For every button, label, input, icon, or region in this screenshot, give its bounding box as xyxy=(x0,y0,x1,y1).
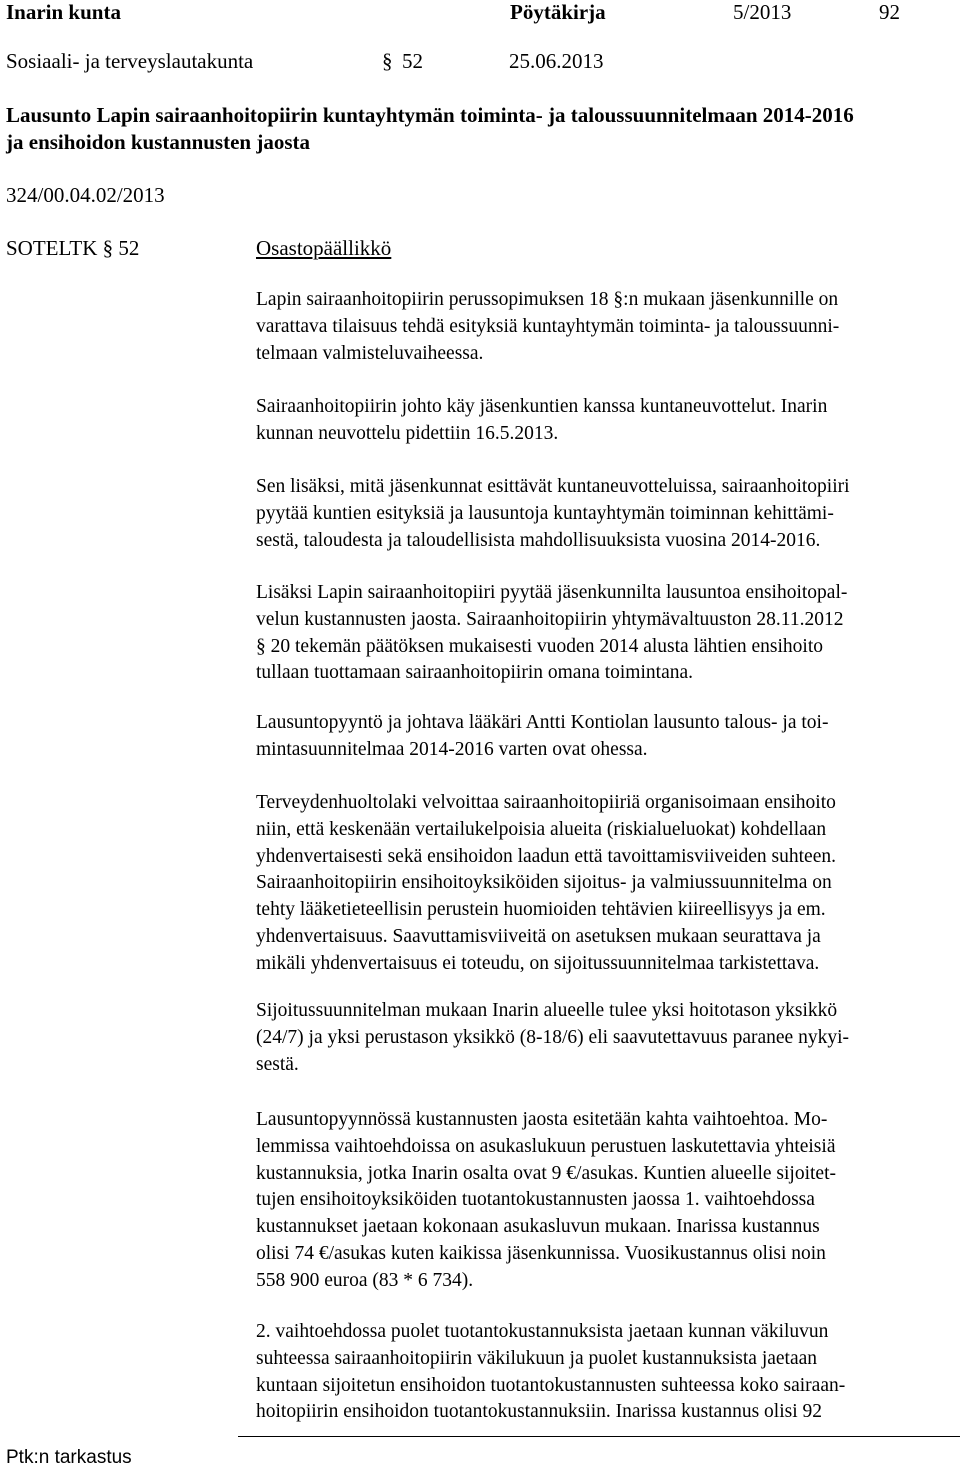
paragraph-line: § 20 tekemän päätöksen mukaisesti vuoden 2014 alusta lähtien ensihoito xyxy=(256,635,824,657)
paragraph-kuntaneuvottelut xyxy=(256,394,960,448)
paragraph-line: sestä, taloudesta ja taloudellisista mahdollisuuksista vuosina 2014-2016. xyxy=(256,529,821,551)
municipality-name: Inarin kunta xyxy=(6,0,121,24)
paragraph-line: Sairaanhoitopiirin ensihoitoyksiköiden sijoitus- ja valmiussuunnitelma on xyxy=(256,872,832,894)
paragraph-esitykset xyxy=(256,474,960,554)
paragraph-line: 2. vaihtoehdossa puolet tuotantokustannuksista jaetaan kunnan väkiluvun xyxy=(256,1321,829,1342)
footer-divider xyxy=(238,1436,960,1437)
paragraph-line: sestä. xyxy=(256,1053,299,1075)
paragraph-line: Lapin sairaanhoitopiirin perussopimuksen 18 §:n mukaan jäsenkunnille on xyxy=(256,289,839,310)
meeting-date: 25.06.2013 xyxy=(509,49,604,73)
paragraph-line: suhteessa sairaanhoitopiirin väkilukuun ja puolet kustannuksista jaetaan xyxy=(256,1347,818,1369)
paragraph-line: mikäli yhdenvertaisuus ei toteudu, on sijoitussuunnitelmaa tarkistettava. xyxy=(256,952,820,974)
paragraph-line: hoitopiirin ensihoidon tuotantokustannuksiin. Inarissa kustannus olisi 92 xyxy=(256,1401,823,1423)
paragraph-kustannusten-jako xyxy=(256,1107,960,1295)
paragraph-line: Terveydenhuoltolaki velvoittaa sairaanhoitopiiriä organisoimaan ensihoito xyxy=(256,792,836,813)
paragraph-line: velun kustannusten jaosta. Sairaanhoitopiirin yhtymävaltuuston 28.11.2012 xyxy=(256,608,844,630)
minutes-review-label: Ptk:n tarkastus xyxy=(6,1447,132,1468)
section-number: 52 xyxy=(402,49,423,73)
paragraph-line: 558 900 euroa (83 * 6 734). xyxy=(256,1269,474,1291)
paragraph-line: telmaan valmisteluvaiheessa. xyxy=(256,342,484,364)
paragraph-sijoitussuunnitelma xyxy=(256,998,960,1078)
committee-name: Sosiaali- ja terveyslautakunta xyxy=(6,49,254,73)
paragraph-line: yhdenvertaisesti sekä ensihoidon laadun että tavoittamisviiveiden suhteen. xyxy=(256,845,836,867)
paragraph-terveydenhuoltolaki xyxy=(256,790,960,978)
paragraph-line: yhdenvertaisuus. Saavuttamisviiveitä on asetuksen mukaan seurattava ja xyxy=(256,925,821,947)
paragraph-line: Lisäksi Lapin sairaanhoitopiiri pyytää jäsenkunnilta lausuntoa ensihoitopal- xyxy=(256,582,848,603)
paragraph-line: Sen lisäksi, mitä jäsenkunnat esittävät kuntaneuvotteluissa, sairaanhoitopiiri xyxy=(256,476,850,497)
paragraph-line: varattava tilaisuus tehdä esityksiä kuntayhtymän toiminta- ja taloussuunni- xyxy=(256,315,840,337)
paragraph-line: kuntaan sijoitetun ensihoidon tuotantokustannusten suhteessa koko sairaan- xyxy=(256,1374,846,1396)
paragraph-line: niin, että keskenään vertailukelpoisia alueita (riskialueluokat) kohdellaan xyxy=(256,818,827,840)
paragraph-line: mintasuunnitelmaa 2014-2016 varten ovat ohessa. xyxy=(256,738,648,760)
paragraph-line: (24/7) ja yksi perustason yksikkö (8-18/6) eli saavutettavuus paranee nykyi- xyxy=(256,1026,849,1048)
section-symbol: § xyxy=(382,49,393,73)
paragraph-line: Sairaanhoitopiirin johto käy jäsenkuntien kanssa kuntaneuvottelut. Inarin xyxy=(256,396,828,417)
paragraph-vaihtoehto-2 xyxy=(256,1319,960,1426)
paragraph-line: tujen ensihoitoyksiköiden tuotantokustannusten jaossa 1. vaihtoehdossa xyxy=(256,1189,815,1211)
document-title-line-2: ja ensihoidon kustannusten jaosta xyxy=(6,130,311,154)
paragraph-lausuntopyynto xyxy=(256,710,960,764)
document-type: Pöytäkirja xyxy=(510,0,606,24)
issue-number: 5/2013 xyxy=(733,0,792,24)
paragraph-line: pyytää kuntien esityksiä ja lausuntoja kuntayhtymän toiminnan kehittämi- xyxy=(256,502,834,524)
paragraph-line: lemmissa vaihtoehdoissa on asukaslukuun perustuen laskutettavia yhteisiä xyxy=(256,1135,836,1157)
page-number: 92 xyxy=(879,0,900,24)
paragraph-line: kustannukset jaetaan kokonaan asukasluvun mukaan. Inarissa kustannus xyxy=(256,1216,820,1238)
paragraph-line: Lausuntopyynnössä kustannusten jaosta esitetään kahta vaihtoehtoa. Mo- xyxy=(256,1109,828,1130)
paragraph-ensihoito-lausunto xyxy=(256,580,960,687)
paragraph-line: tullaan tuottamaan sairaanhoitopiirin omana toimintana. xyxy=(256,662,693,684)
paragraph-line: Lausuntopyyntö ja johtava lääkäri Antti Kontiolan lausunto talous- ja toi- xyxy=(256,712,829,733)
paragraph-line: olisi 74 €/asukas kuten kaikissa jäsenkunnissa. Vuosikustannus olisi noin xyxy=(256,1242,826,1264)
document-title-line-1: Lausunto Lapin sairaanhoitopiirin kuntayhtymän toiminta- ja taloussuunnitelmaan 2014-2016 xyxy=(6,103,854,127)
record-number: 324/00.04.02/2013 xyxy=(6,183,165,207)
paragraph-perussopimus xyxy=(256,287,960,367)
section-reference: SOTELTK § 52 xyxy=(6,236,140,260)
presenter-title: Osastopäällikkö xyxy=(256,236,392,260)
paragraph-line: kunnan neuvottelu pidettiin 16.5.2013. xyxy=(256,422,559,444)
paragraph-line: tehty lääketieteellisin perustein huomioiden tehtävien kiireellisyys ja em. xyxy=(256,899,826,921)
paragraph-line: Sijoitussuunnitelman mukaan Inarin alueelle tulee yksi hoitotason yksikkö xyxy=(256,1000,838,1021)
paragraph-line: kustannuksia, jotka Inarin osalta ovat 9 €/asukas. Kuntien alueelle sijoitet- xyxy=(256,1162,836,1184)
